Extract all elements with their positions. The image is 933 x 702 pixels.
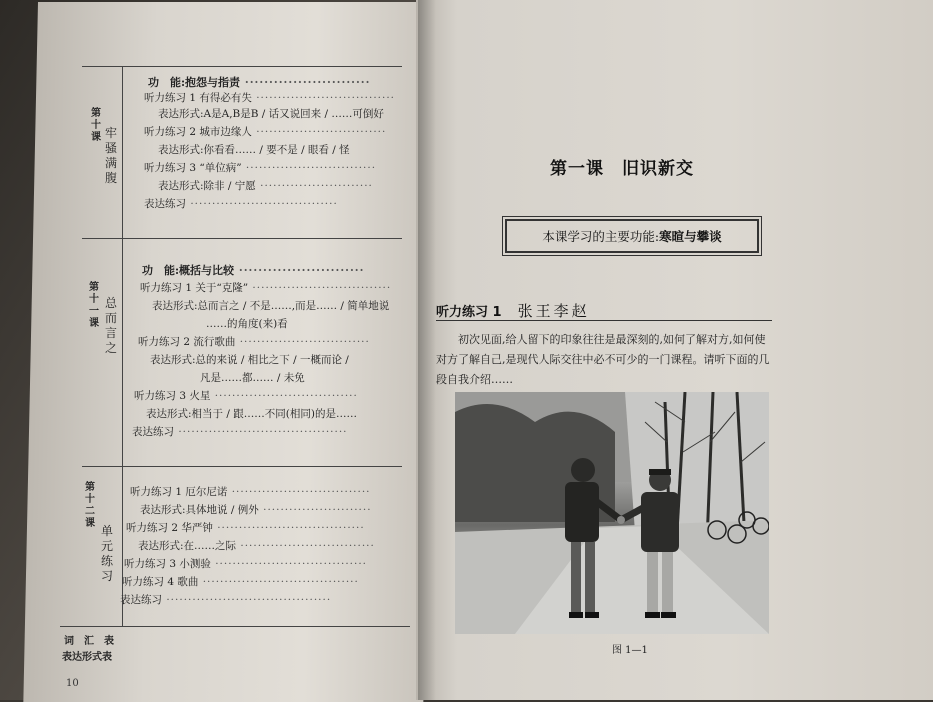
toc-entry: 听力练习 1 厄尔尼诺 ································: [130, 486, 371, 498]
toc-entry: 表达形式:你看看…… / 要不是 / 眼看 / 怪: [158, 144, 350, 156]
toc-entry: 听力练习 3 小测验 ···································: [124, 558, 368, 570]
toc-entry: 表达练习 ··································: [144, 198, 338, 210]
toc-entry: 表达形式:A是A,B是B / 话又说回来 / ……可倒好: [158, 108, 384, 120]
toc-entry: ……的角度(来)看: [206, 318, 288, 330]
toc-entry: 凡是……都…… / 未免: [200, 372, 305, 384]
toc-entry: 听力练习 1 关于“克隆” ································: [140, 282, 392, 294]
figure-caption: 图 1—1: [612, 645, 648, 656]
book-gutter: [418, 0, 436, 700]
lesson-10-number: 第十课: [91, 108, 101, 143]
toc-entry: 表达形式:相当于 / 跟……不同(相同)的是……: [146, 408, 357, 420]
exercise-underline: [436, 320, 772, 321]
expressions-table-label: 表达形式表: [62, 652, 112, 663]
lesson-11-title: 总而言之: [104, 296, 117, 355]
exercise-title: 张王李赵: [517, 302, 590, 320]
toc-entry: 表达形式:总的来说 / 相比之下 / 一概而论 /: [150, 354, 349, 366]
table-of-contents: [60, 50, 420, 690]
toc-separator: [60, 626, 410, 627]
lesson-12-title: 单元练习: [100, 524, 113, 583]
lesson-10-title: 牢骚满腹: [104, 126, 117, 185]
vocabulary-label: 词 汇 表: [64, 636, 114, 647]
function-name: 寒暄与攀谈: [659, 229, 722, 244]
toc-entry: 表达形式:总而言之 / 不是……,而是…… / 简单地说: [152, 300, 390, 312]
toc-entry: 表达形式:具体地说 / 例外 ·························: [140, 504, 372, 516]
exercise-heading: [436, 300, 590, 321]
chapter-title: 第一课 旧识新交: [550, 159, 694, 179]
toc-separator: [82, 466, 402, 467]
toc-entry: 表达练习 ······································: [120, 594, 332, 606]
exercise-label: 听力练习 1: [436, 305, 502, 320]
toc-column-rule: [122, 66, 123, 626]
intro-paragraph: 初次见面,给人留下的印象往往是最深刻的,如何了解对方,如何使对方了解自己,是现代人际交往中必不可少的一门课程。请听下面的几段自我介绍……: [436, 333, 770, 386]
page-number: 10: [66, 678, 79, 689]
function-prefix: 本课学习的主要功能:: [542, 229, 660, 244]
toc-entry: 表达练习 ·······································: [132, 426, 348, 438]
lesson-12-number: 第十二课: [85, 482, 95, 529]
toc-entry: 功 能:抱怨与指责 ··························: [148, 76, 371, 89]
toc-entry: 听力练习 1 有得必有失 ································: [144, 92, 396, 104]
toc-entry: 听力练习 2 华严钟 ··································: [126, 522, 365, 534]
toc-separator: [82, 238, 402, 239]
toc-entry: 听力练习 2 城市边缘人 ······························: [144, 126, 387, 138]
toc-entry: 听力练习 2 流行歌曲 ······························: [138, 336, 370, 348]
toc-entry: 表达形式:在……之际 ·······························: [138, 540, 375, 552]
lesson-11-number: 第十一课: [89, 282, 99, 329]
main-function-box: [505, 219, 759, 253]
toc-top-rule: [82, 66, 402, 67]
toc-entry: 听力练习 4 歌曲 ····································: [122, 576, 359, 588]
toc-entry: 听力练习 3 “单位病” ······························: [144, 162, 377, 174]
toc-entry: 功 能:概括与比较 ··························: [142, 264, 365, 277]
toc-entry: 表达形式:除非 / 宁愿 ··························: [158, 180, 373, 192]
toc-entry: 听力练习 3 火星 ·································: [134, 390, 358, 402]
handshake-photo: [455, 392, 769, 634]
